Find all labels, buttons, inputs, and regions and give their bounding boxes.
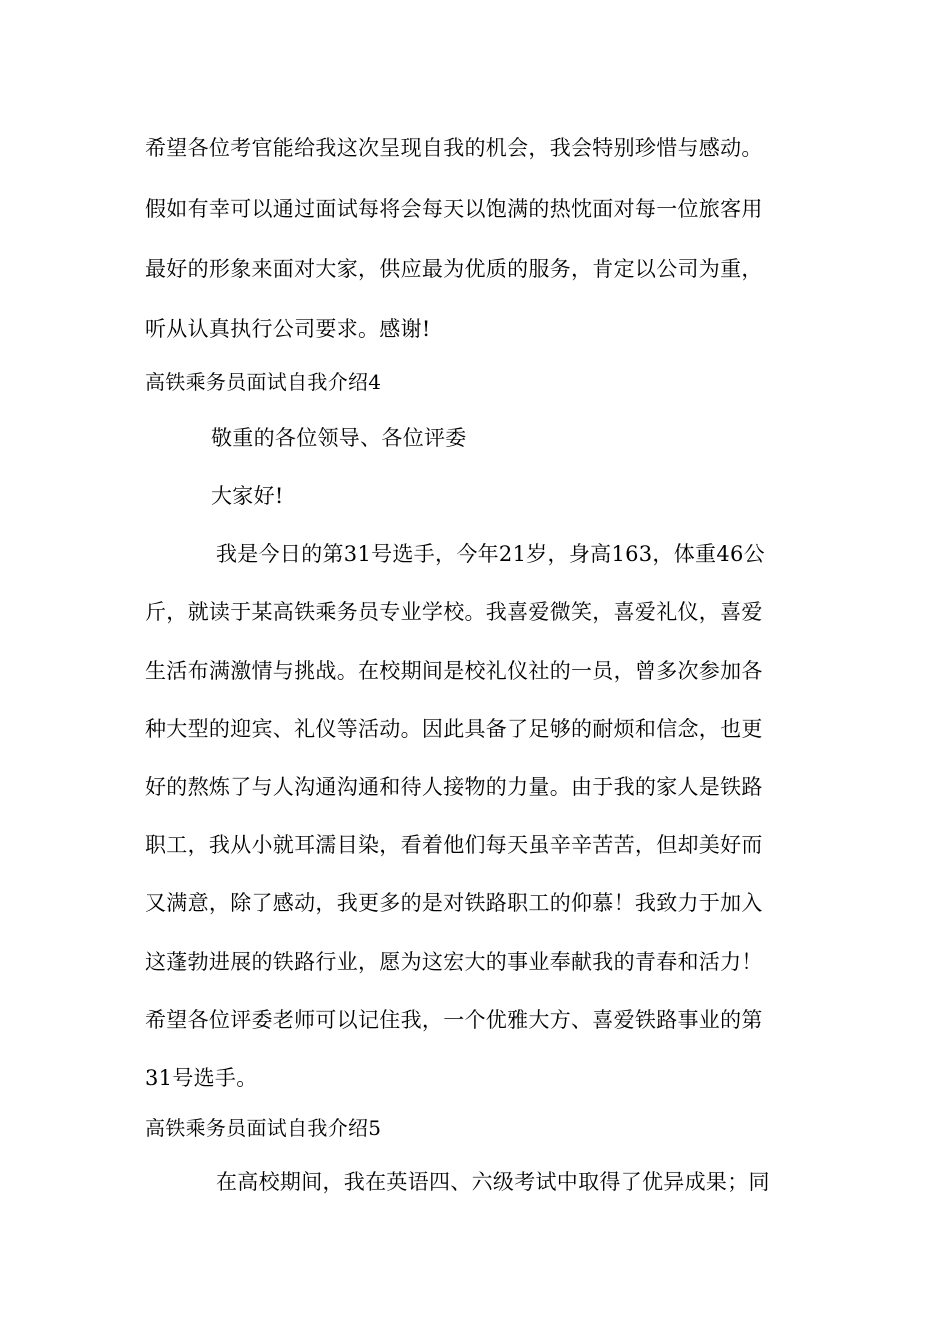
greeting: 大家好!: [211, 484, 284, 508]
section-heading-4: 高铁乘务员面试自我介绍4: [145, 370, 382, 394]
paragraph-line: 最好的形象来面对大家，供应最为优质的服务，肯定以公司为重，: [145, 257, 763, 281]
paragraph-line: 好的熬炼了与人沟通沟通和待人接物的力量。由于我的家人是铁路: [145, 775, 763, 799]
paragraph-line: 职工，我从小就耳濡目染，看着他们每天虽辛辛苦苦，但却美好而: [145, 833, 763, 857]
paragraph-line: 又满意，除了感动，我更多的是对铁路职工的仰慕！我致力于加入: [145, 891, 763, 915]
paragraph-line: 生活布满激情与挑战。在校期间是校礼仪社的一员，曾多次参加各: [145, 659, 763, 683]
paragraph-line: 希望各位评委老师可以记住我，一个优雅大方、喜爱铁路事业的第: [145, 1008, 763, 1032]
section-heading-5: 高铁乘务员面试自我介绍5: [145, 1116, 382, 1140]
paragraph-line: 这蓬勃进展的铁路行业，愿为这宏大的事业奉献我的青春和活力！: [145, 950, 763, 974]
paragraph-line: 希望各位考官能给我这次呈现自我的机会，我会特别珍惜与感动。: [145, 136, 763, 160]
paragraph-line: 听从认真执行公司要求。感谢!: [145, 317, 431, 341]
paragraph-line: 种大型的迎宾、礼仪等活动。因此具备了足够的耐烦和信念，也更: [145, 717, 763, 741]
paragraph-line: 我是今日的第31号选手，今年21岁，身高163，体重46公: [216, 542, 765, 566]
salutation: 敬重的各位领导、各位评委: [211, 426, 467, 450]
paragraph-line: 斤，就读于某高铁乘务员专业学校。我喜爱微笑，喜爱礼仪，喜爱: [145, 600, 763, 624]
paragraph-line: 31号选手。: [145, 1066, 258, 1090]
paragraph-line: 在高校期间，我在英语四、六级考试中取得了优异成果；同: [216, 1170, 770, 1194]
paragraph-line: 假如有幸可以通过面试每将会每天以饱满的热忱面对每一位旅客用: [145, 197, 763, 221]
